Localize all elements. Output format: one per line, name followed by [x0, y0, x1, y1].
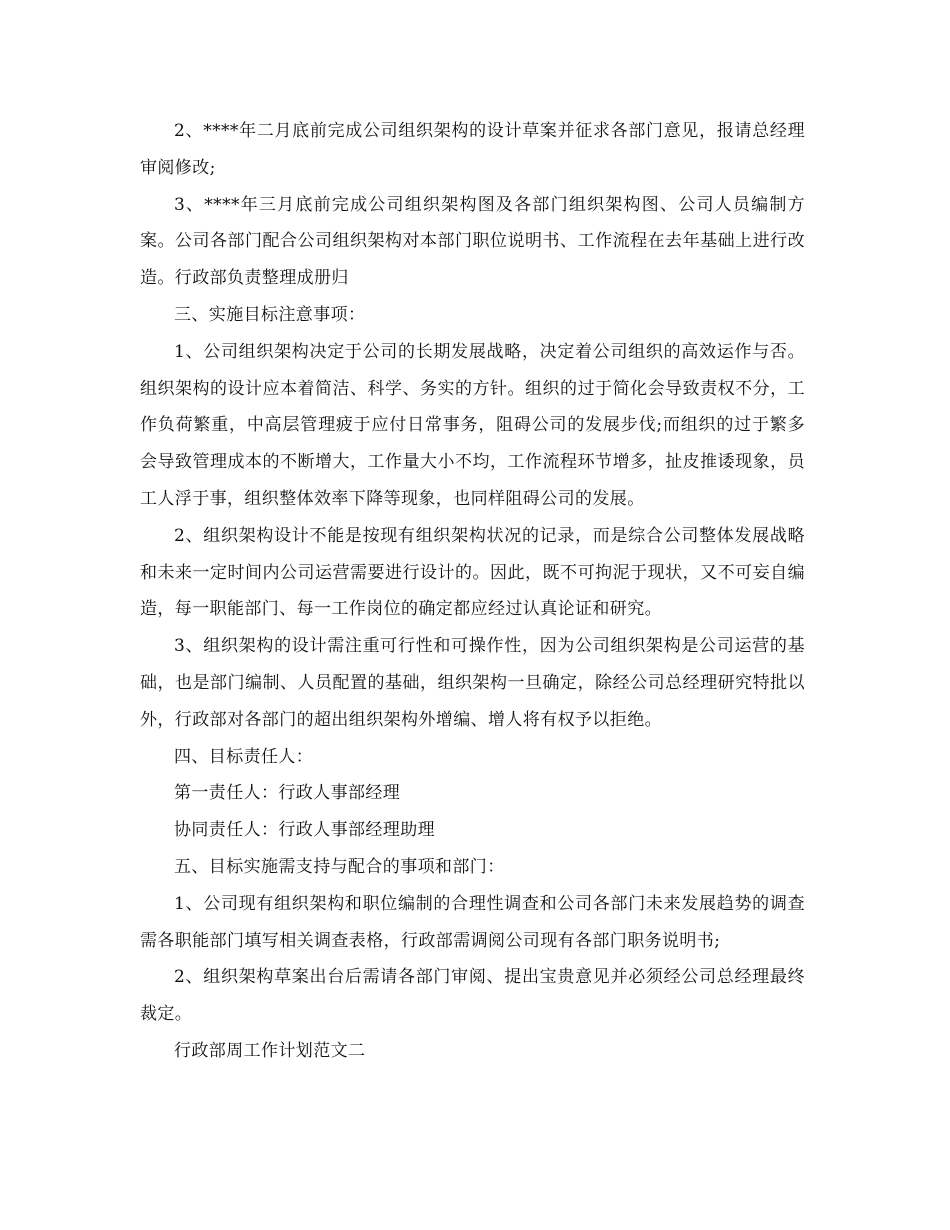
paragraph-step-2-february: 2、****年二月底前完成公司组织架构的设计草案并征求各部门意见，报请总经理审阅修改;: [140, 121, 805, 178]
document-body: [140, 113, 805, 1070]
paragraph-support-2: 2、组织架构草案出台后需请各部门审阅、提出宝贵意见并必须经公司总经理最终裁定。: [140, 967, 805, 1025]
heading-sample-two: 行政部周工作计划范文二: [174, 1040, 366, 1061]
co-responsible-line: 协同责任人：行政人事部经理助理: [174, 820, 435, 841]
paragraph-note-3: 3、组织架构的设计需注重可行性和可操作性，因为公司组织架构是公司运营的基础，也是部门编制、人员配置的基础，组织架构一旦确定，除经公司总经理研究特批以外，行政部对各部门的超出组织架构外增编、增人将有权予以拒绝。: [140, 636, 805, 730]
paragraph-support-1: 1、公司现有组织架构和职位编制的合理性调查和公司各部门未来发展趋势的调查需各职能部门填写相关调查表格，行政部需调阅公司现有各部门职务说明书;: [140, 893, 805, 951]
heading-section-3: 三、实施目标注意事项：: [174, 304, 366, 325]
paragraph-note-2: 2、组织架构设计不能是按现有组织架构状况的记录，而是综合公司整体发展战略和未来一定时间内公司运营需要进行设计的。因此，既不可拘泥于现状，又不可妄自编造，每一职能部门、每一工作岗位的确定都应经过认真论证和研究。: [140, 525, 805, 620]
paragraph-step-3-march: 3、****年三月底前完成公司组织架构图及各部门组织架构图、公司人员编制方案。公司各部门配合公司组织架构对本部门职位说明书、工作流程在去年基础上进行改造。行政部负责整理成册归: [140, 194, 805, 289]
paragraph-note-1: 1、公司组织架构决定于公司的长期发展战略，决定着公司组织的高效运作与否。组织架构的设计应本着简洁、科学、务实的方针。组织的过于简化会导致责权不分，工作负荷繁重，中高层管理疲于应付日常事务，阻碍公司的发展步伐;而组织的过于繁多会导致管理成本的不断增大，工作量大小不均，工作流程环节增多，扯皮推诿现象，员工人浮于事，组织整体效率下降等现象，也同样阻碍公司的发展。: [140, 341, 805, 509]
heading-section-4: 四、目标责任人：: [174, 746, 314, 767]
primary-responsible-line: 第一责任人：行政人事部经理: [174, 783, 401, 804]
heading-section-5: 五、目标实施需支持与配合的事项和部门：: [174, 856, 505, 877]
